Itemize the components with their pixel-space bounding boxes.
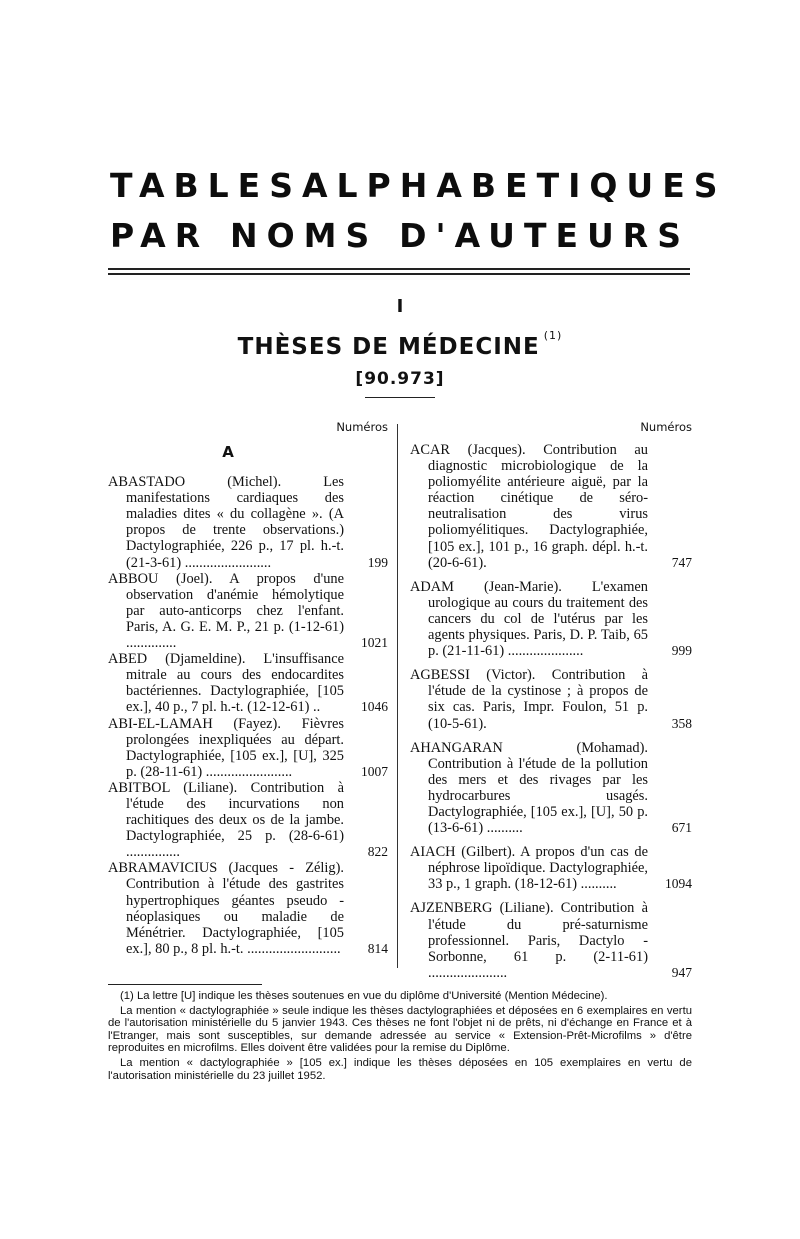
entry-text: ABRAMAVICIUS (Jacques - Zélig). Contribution à l'étude des gastrites hypertrophiques géantes pseudo - néoplasiques ou maladie de Ménétrier. Dactylographiée, [105 ex.], 80 p., 8 pl. h.-t. ..........................: [108, 860, 344, 957]
entry: [410, 667, 692, 731]
entry: [108, 474, 388, 571]
section-number: I: [396, 296, 404, 317]
entry-text: ABI-EL-LAMAH (Fayez). Fièvres prolongées inexpliquées au départ. Dactylographiée, [105 ex.], [U], 325 p. (28-11-61) ........................: [108, 715, 344, 780]
footnote-marker: (1): [543, 329, 563, 343]
footnote: La mention « dactylographiée » seule indique les thèses dactylographiées et déposées en 6 exemplaires en vertu de l'autorisation ministérielle du 5 janvier 1943. Ces thèses ne font l'objet ni de prêts, ni d'échange en France et à l'Etranger, mais sont susceptibles, sur demande adressée au service « Extension-Prêt-Microfilms » d'être reproduites en microfilms. Elles doivent être validées pour la remise du Diplôme.: [108, 1004, 692, 1055]
title-word: TABLES: [110, 166, 302, 205]
letter-heading: A: [222, 443, 234, 461]
entry: [410, 844, 692, 892]
entry-number: 747: [671, 554, 692, 570]
entry-number: 1046: [361, 699, 388, 715]
entry-number: 1007: [361, 763, 388, 779]
numbers-header: Numéros: [640, 420, 692, 434]
footnote-rule: [108, 984, 262, 985]
entry-number: 671: [671, 820, 692, 836]
left-column: [108, 420, 388, 957]
footnote: (1) La lettre [U] indique les thèses soutenues en vue du diplôme d'Université (Mention Médecine).: [120, 990, 608, 1002]
title-word: NOMS: [229, 216, 379, 255]
classification-code: [90.973]: [355, 369, 445, 389]
entry-text: ADAM (Jean-Marie). L'examen urologique au cours du traitement des cancers du col de l'utérus par les agents physiques. Paris, D. P. Taib, 65 p. (21-11-61) .....................: [410, 578, 648, 660]
entry-text: AIACH (Gilbert). A propos d'un cas de néphrose lipoïdique. Dactylographiée, 33 p., 1 graph. (18-12-61) ..........: [410, 844, 648, 893]
entry: [410, 740, 692, 837]
title-rule-top: [108, 268, 690, 270]
section-title: [0, 329, 800, 360]
title-word: ALPHABETIQUES: [301, 166, 727, 205]
page-title-line-1: [110, 166, 727, 205]
entry-text: ACAR (Jacques). Contribution au diagnostic microbiologique de la poliomyélite antérieure aiguë, par la réaction cinétique de séro-neutralisation des virus poliomyélitiques. Dactylographiée, [105 ex.], 101 p., 16 graph. dépl. h.-t. (20-6-61).: [410, 442, 648, 571]
page-title-line-2: [110, 216, 690, 255]
entry-number: 822: [367, 844, 388, 860]
entry: [410, 579, 692, 659]
entry-number: 814: [367, 940, 388, 956]
entry: [108, 571, 388, 651]
entry: [108, 716, 388, 780]
entry-number: 999: [671, 643, 692, 659]
entry-text: ABED (Djameldine). L'insuffisance mitrale au cours des endocardites bactériennes. Dactylographiée, [105 ex.], 40 p., 7 pl. h.-t. (12-12-61) ..: [108, 651, 344, 716]
footnote: La mention « dactylographiée » [105 ex.] indique les thèses déposées en 105 exemplaires en vertu de l'autorisation ministérielle du 23 juillet 1952.: [108, 1056, 692, 1082]
section-title-text: THÈSES DE MÉDECINE: [237, 334, 540, 360]
entry: [410, 900, 692, 980]
right-column: [410, 420, 692, 989]
section-divider: [365, 397, 435, 398]
entry-text: ABITBOL (Liliane). Contribution à l'étude des incurvations non rachitiques des deux os de la jambe. Dactylographiée, 25 p. (28-6-61) ...............: [108, 779, 344, 861]
entry: [108, 651, 388, 715]
entry: [108, 780, 388, 860]
entry-number: 358: [671, 715, 692, 731]
entry-text: ABASTADO (Michel). Les manifestations cardiaques des maladies dites « du collagène ». (A propos de trente observations.) Dactylographiée, 226 p., 17 pl. h.-t. (21-3-61) ........................: [108, 474, 344, 571]
entry-text: AGBESSI (Victor). Contribution à l'étude de la cystinose ; à propos de six cas. Paris, Impr. Foulon, 51 p. (10-5-61).: [410, 667, 648, 732]
entry-number: 947: [671, 964, 692, 980]
title-rule-bottom: [108, 273, 690, 275]
column-divider: [397, 424, 398, 968]
left-entries: [108, 474, 388, 957]
entry-number: 199: [367, 554, 388, 570]
footnotes: [108, 990, 692, 1084]
entry: [108, 860, 388, 957]
entry: [410, 442, 692, 571]
entry-number: 1021: [361, 635, 388, 651]
entry-text: AJZENBERG (Liliane). Contribution à l'étude du pré-saturnisme professionnel. Paris, Dactylo - Sorbonne, 61 p. (2-11-61) ......................: [410, 900, 648, 981]
title-word: PAR: [110, 216, 210, 255]
title-word: D'AUTEURS: [399, 216, 690, 255]
entry-number: 1094: [665, 876, 692, 892]
right-entries: [410, 442, 692, 981]
entry-text: AHANGARAN (Mohamad). Contribution à l'étude de la pollution des mers et des rivages par les hydrocarbures usagés. Dactylographiée, [105 ex.], [U], 50 p. (13-6-61) ..........: [410, 739, 648, 837]
numbers-header: Numéros: [336, 420, 388, 434]
entry-text: ABBOU (Joel). A propos d'une observation d'anémie hémolytique par auto-anticorps chez l'enfant. Paris, A. G. E. M. P., 21 p. (1-12-61) ..............: [108, 570, 344, 652]
